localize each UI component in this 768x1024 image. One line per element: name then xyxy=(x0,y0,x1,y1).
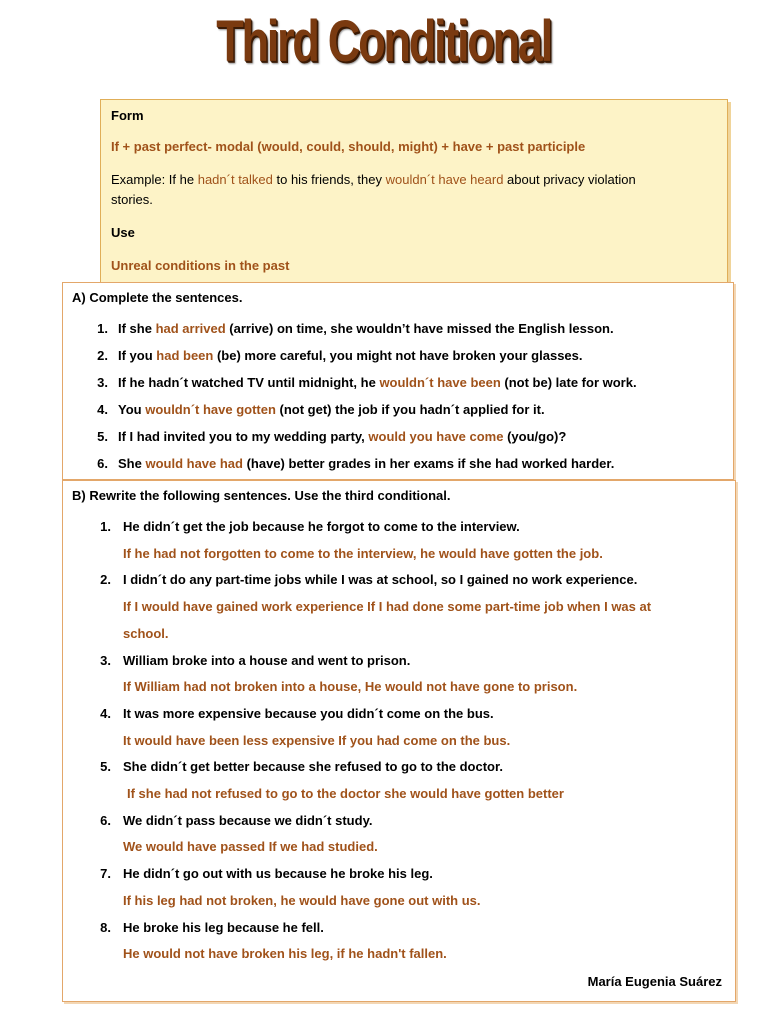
example-line xyxy=(111,172,636,187)
question-text: I didn´t do any part-time jobs while I was at school, so I gained no work experience. xyxy=(123,572,638,588)
list-item-number: 8. xyxy=(100,919,111,935)
answer-text: If William had not broken into a house, He would not have gone to prison. xyxy=(123,679,578,695)
sentence-text: She xyxy=(118,456,146,471)
example-verb1: hadn´t talked xyxy=(197,172,273,187)
answer-text: had arrived xyxy=(155,321,226,336)
question-text: He didn´t get the job because he forgot to come to the interview. xyxy=(123,519,520,534)
title-wrap xyxy=(0,8,768,75)
list-item-number: 1. xyxy=(100,519,111,534)
question-text: It was more expensive because you didn´t come on the bus. xyxy=(123,705,494,721)
answer-text: would have had xyxy=(145,456,243,471)
question-text: He didn´t go out with us because he broke his leg. xyxy=(123,866,433,882)
sentence-text: If he hadn´t watched TV until midnight, he xyxy=(118,375,380,390)
section-a-box xyxy=(62,282,734,480)
question-text: He broke his leg because he fell. xyxy=(123,919,324,935)
answer-text: He would not have broken his leg, if he hadn't fallen. xyxy=(123,946,447,962)
answer-text: It would have been less expensive If you had come on the bus. xyxy=(123,732,511,748)
sentence-text: (not get) the job if you hadn´t applied for it. xyxy=(275,402,545,417)
list-item-number: 2. xyxy=(97,348,108,363)
sentence-text: (arrive) on time, she wouldn’t have missed the English lesson. xyxy=(225,321,614,336)
example-line-2: stories. xyxy=(111,192,153,207)
list-item xyxy=(118,348,583,363)
page-title: Third Conditional xyxy=(216,9,552,74)
list-item xyxy=(118,321,614,336)
question-text: We didn´t pass because we didn´t study. xyxy=(123,812,373,828)
answer-text: If I would have gained work experience If I had done some part-time job when I was at xyxy=(123,599,652,615)
answer-text: would you have come xyxy=(368,429,504,444)
answer-text-continued: school. xyxy=(123,625,169,641)
answer-text: We would have passed If we had studied. xyxy=(123,839,378,855)
list-item-number: 4. xyxy=(97,402,108,417)
list-item xyxy=(118,429,566,444)
sentence-text: If I had invited you to my wedding party, xyxy=(118,429,369,444)
sentence-text: If she xyxy=(118,321,156,336)
question-text: William broke into a house and went to prison. xyxy=(123,652,411,668)
example-prefix: Example: If he xyxy=(111,172,198,187)
section-b-heading: B) Rewrite the following sentences. Use the third conditional. xyxy=(72,488,451,503)
answer-text: wouldn´t have been xyxy=(379,375,501,390)
answer-text: If his leg had not broken, he would have gone out with us. xyxy=(123,892,481,908)
list-item-number: 4. xyxy=(100,705,111,721)
list-item xyxy=(118,375,637,390)
list-item-number: 3. xyxy=(100,652,111,668)
list-item-number: 6. xyxy=(97,456,108,471)
form-label: Form xyxy=(111,108,144,123)
formula-text: If + past perfect- modal (would, could, should, might) + have + past participle xyxy=(111,139,586,154)
sentence-text: (be) more careful, you might not have broken your glasses. xyxy=(213,348,583,363)
answer-text: If she had not refused to go to the doctor she would have gotten better xyxy=(127,786,564,801)
answer-text: had been xyxy=(156,348,214,363)
question-text: She didn´t get better because she refused to go to the doctor. xyxy=(123,759,503,775)
section-a-heading: A) Complete the sentences. xyxy=(72,290,243,305)
list-item-number: 3. xyxy=(97,375,108,390)
list-item-number: 2. xyxy=(100,572,111,588)
sentence-text: (you/go)? xyxy=(503,429,567,444)
list-item-number: 1. xyxy=(97,321,108,336)
example-mid: to his friends, they xyxy=(272,172,386,187)
list-item xyxy=(118,456,614,471)
use-text: Unreal conditions in the past xyxy=(111,258,290,273)
example-verb2: wouldn´t have heard xyxy=(385,172,504,187)
list-item-number: 6. xyxy=(100,812,111,828)
sentence-text: If you xyxy=(118,348,157,363)
list-item-number: 5. xyxy=(100,759,111,775)
list-item-number: 5. xyxy=(97,429,108,444)
sentence-text: You xyxy=(118,402,146,417)
sentence-text: (have) better grades in her exams if she had worked harder. xyxy=(242,456,615,471)
form-box xyxy=(100,99,728,285)
section-b-box xyxy=(62,480,736,1002)
author-name: María Eugenia Suárez xyxy=(587,974,722,989)
example-suffix: about privacy violation xyxy=(503,172,636,187)
sentence-text: (not be) late for work. xyxy=(500,375,637,390)
list-item xyxy=(118,402,545,417)
list-item-number: 7. xyxy=(100,866,111,882)
answer-text: If he had not forgotten to come to the interview, he would have gotten the job. xyxy=(123,545,603,561)
answer-text: wouldn´t have gotten xyxy=(145,402,276,417)
use-label: Use xyxy=(111,225,135,240)
